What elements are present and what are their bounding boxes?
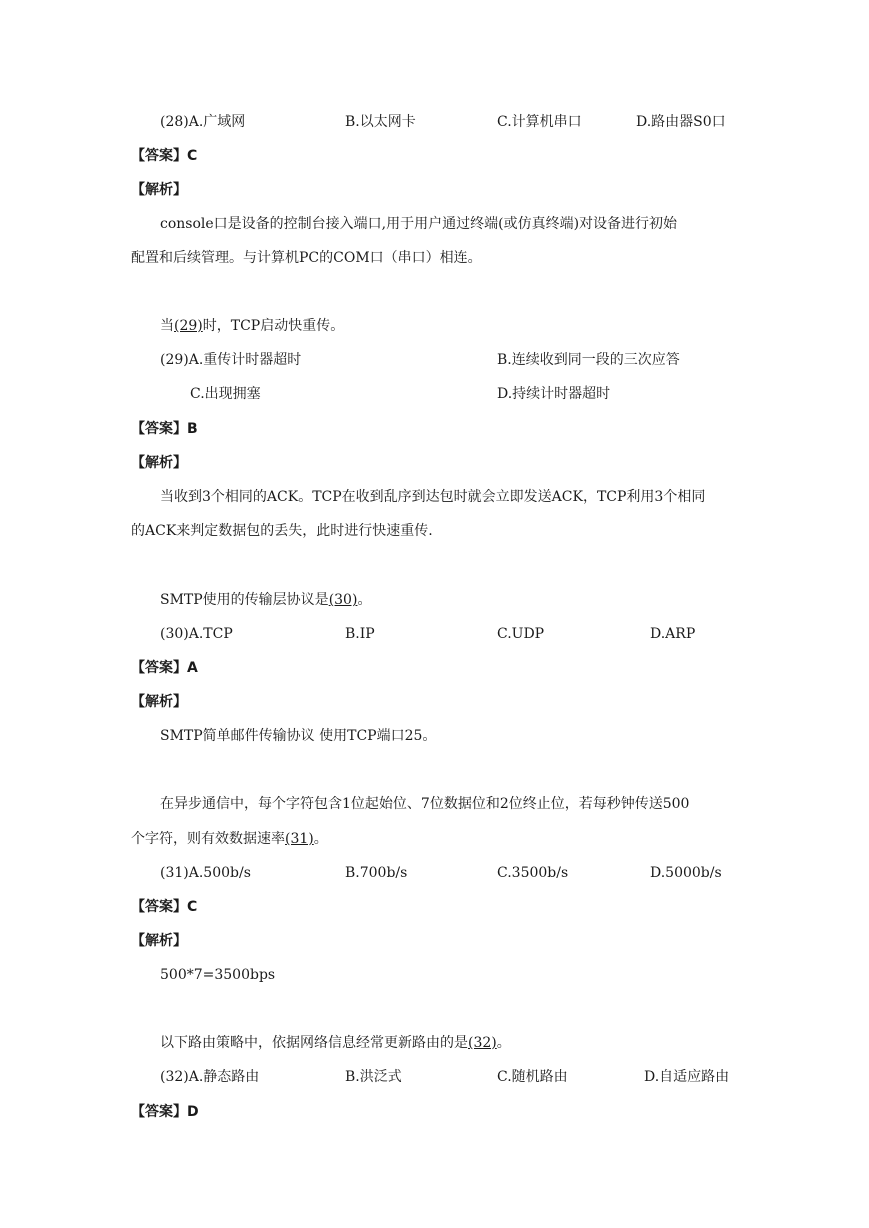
q29-option-d: D.持续计时器超时: [497, 386, 611, 402]
q31-analysis-line: 500*7=3500bps: [160, 967, 276, 983]
answer-label: 【答案】: [131, 421, 187, 437]
stem-blank: (31): [285, 831, 314, 847]
q31-option-c: C.3500b/s: [497, 865, 569, 881]
q30-analysis-label: 【解析】: [131, 694, 187, 710]
q29-analysis-line: 的ACK来判定数据包的丢失，此时进行快速重传.: [131, 523, 433, 539]
q31-analysis-label: 【解析】: [131, 933, 187, 949]
q29-option-b: B.连续收到同一段的三次应答: [497, 352, 680, 368]
q30-option-a: (30)A.TCP: [160, 626, 233, 642]
q30-option-b: B.IP: [345, 626, 375, 642]
q32-option-d: D.自适应路由: [644, 1069, 730, 1085]
q30-analysis-line: SMTP简单邮件传输协议 使用TCP端口25。: [160, 728, 437, 744]
q32-stem: [160, 1033, 511, 1053]
stem-text: 以下路由策略中，依据网络信息经常更新路由的是: [160, 1035, 468, 1051]
q31-stem-line: 在异步通信中，每个字符包含1位起始位、7位数据位和2位终止位，若每秒钟传送500: [160, 796, 690, 812]
q32-option-c: C.随机路由: [497, 1069, 568, 1085]
answer-value: C: [187, 899, 198, 915]
q30-option-d: D.ARP: [650, 626, 696, 642]
q31-option-b: B.700b/s: [345, 865, 408, 881]
q28-analysis-line: console口是设备的控制台接入端口,用于用户通过终端(或仿真终端)对设备进行初始: [160, 216, 678, 232]
q28-answer: [131, 146, 197, 166]
stem-text: 。: [357, 592, 372, 608]
q28-analysis-label: 【解析】: [131, 182, 187, 198]
q29-answer: [131, 419, 198, 439]
answer-value: D: [187, 1104, 199, 1120]
answer-label: 【答案】: [131, 1104, 187, 1120]
q32-answer: [131, 1102, 199, 1122]
q29-analysis-label: 【解析】: [131, 455, 187, 471]
stem-blank: (32): [468, 1035, 497, 1051]
q31-stem: [131, 829, 328, 849]
q28-option-a: (28)A.广域网: [160, 114, 246, 130]
stem-blank: (30): [328, 592, 358, 608]
q31-answer: [131, 897, 197, 917]
stem-blank: (29): [174, 318, 203, 334]
stem-text: 个字符，则有效数据速率: [131, 831, 285, 847]
answer-label: 【答案】: [131, 148, 187, 164]
q28-option-d: D.路由器S0口: [636, 114, 726, 130]
answer-value: C: [187, 148, 198, 164]
answer-value: B: [187, 421, 198, 437]
q29-option-c: C.出现拥塞: [190, 386, 261, 402]
stem-text: 。: [496, 1035, 511, 1051]
q30-answer: [131, 658, 198, 678]
answer-label: 【答案】: [131, 660, 187, 676]
q31-option-d: D.5000b/s: [650, 865, 722, 881]
q29-option-a: (29)A.重传计时器超时: [160, 352, 302, 368]
q30-stem: [160, 590, 371, 610]
stem-text: 当: [160, 318, 174, 334]
stem-text: SMTP使用的传输层协议是: [160, 592, 329, 608]
q29-stem: [160, 316, 344, 336]
stem-text: 。: [313, 831, 328, 847]
q29-analysis-line: 当收到3个相同的ACK。TCP在收到乱序到达包时就会立即发送ACK，TCP利用3个相同: [160, 489, 706, 505]
q32-option-b: B.洪泛式: [345, 1069, 402, 1085]
q30-option-c: C.UDP: [497, 626, 545, 642]
q31-option-a: (31)A.500b/s: [160, 865, 251, 881]
q28-analysis-line: 配置和后续管理。与计算机PC的COM口（串口）相连。: [131, 250, 482, 266]
q32-option-a: (32)A.静态路由: [160, 1069, 260, 1085]
answer-value: A: [187, 660, 198, 676]
answer-label: 【答案】: [131, 899, 187, 915]
q28-option-b: B.以太网卡: [345, 114, 416, 130]
q28-option-c: C.计算机串口: [497, 114, 582, 130]
stem-text: 时，TCP启动快重传。: [202, 318, 345, 334]
